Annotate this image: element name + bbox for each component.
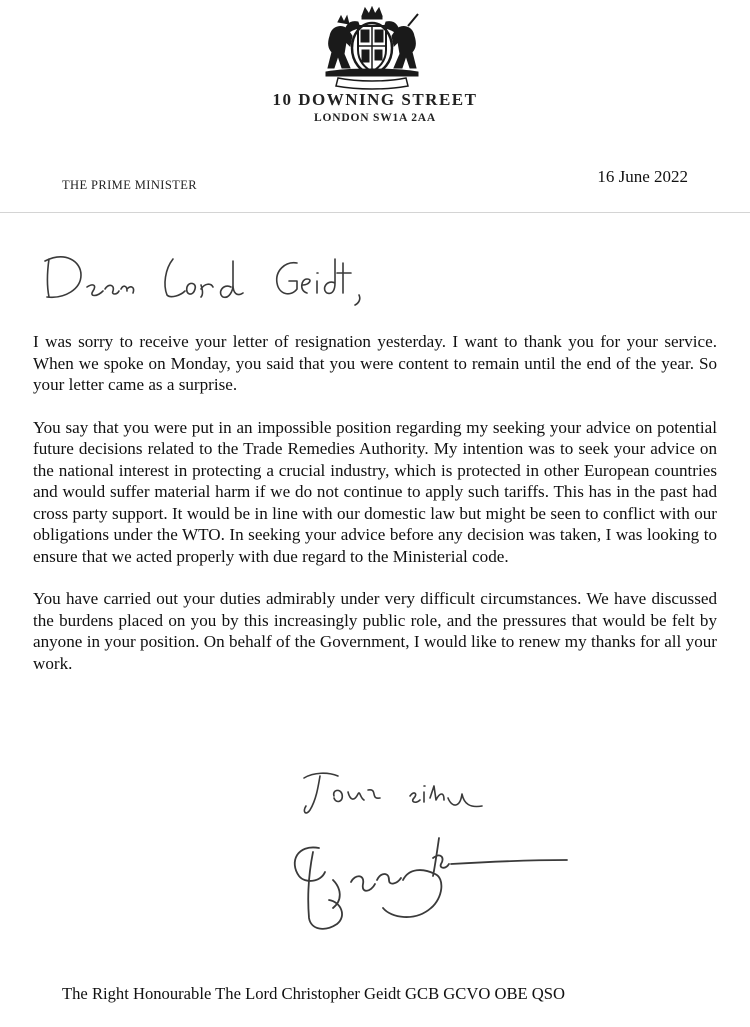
letter-date: 16 June 2022	[597, 167, 688, 186]
handwritten-closing	[298, 768, 498, 828]
letter-body	[33, 331, 717, 695]
royal-coat-of-arms-icon	[318, 6, 426, 90]
sender-title: THE PRIME MINISTER	[62, 178, 197, 192]
letterhead-address-line-1: 10 DOWNING STREET	[272, 90, 478, 109]
body-paragraph-1: I was sorry to receive your letter of resignation yesterday. I want to thank you for your service. When we spoke on Monday, you said that you were content to remain until the end of the year. So your letter came as a surprise.	[33, 332, 717, 394]
body-paragraph-2: You say that you were put in an impossible position regarding my seeking your advice on potential future decisions related to the Trade Remedies Authority. My intention was to seek your advice on the national interest in protecting a crucial industry, which is protected in other European countries and would suffer material harm if we do not continue to apply such tariffs. This has in the past had cross party support. It would be in line with our domestic law but might be seen to conflict with our obligations under the WTO. In seeking your advice before any decision was taken, I was looking to ensure that we acted properly with due regard to the Ministerial code.	[33, 417, 717, 566]
addressee-line: The Right Honourable The Lord Christopher Geidt GCB GCVO OBE QSO	[62, 984, 565, 1003]
body-paragraph-3: You have carried out your duties admirably under very difficult circumstances. We have discussed the burdens placed on you by this increasingly public role, and the pressures that would be felt by anyone in your position. On behalf of the Government, I would like to renew my thanks for all your work.	[33, 589, 717, 673]
handwritten-signature-icon	[285, 828, 575, 938]
letterhead-address-line-2: LONDON SW1A 2AA	[314, 112, 436, 124]
header-divider	[0, 212, 750, 213]
handwritten-salutation	[35, 245, 395, 315]
